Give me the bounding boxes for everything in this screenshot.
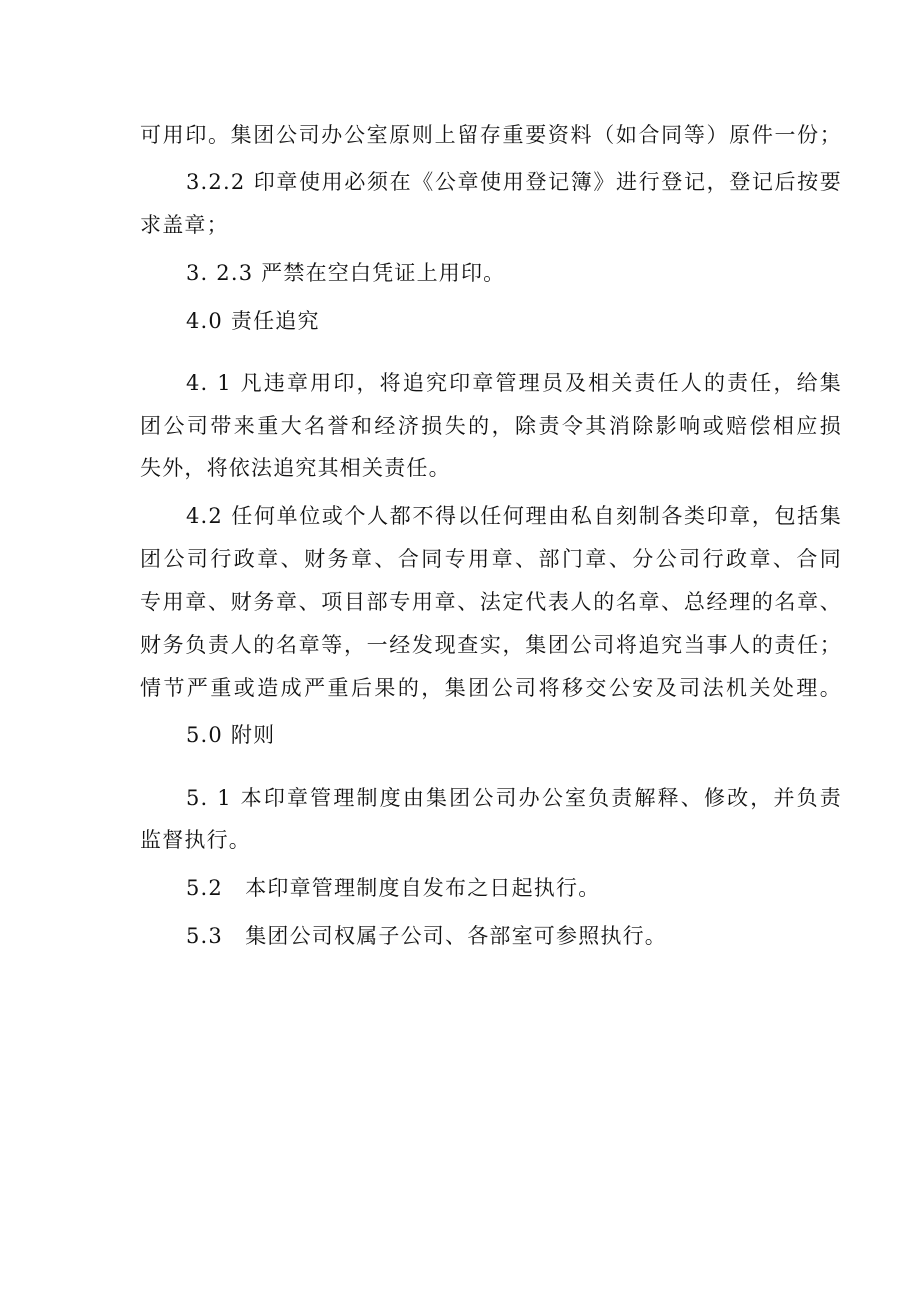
text-line: 5.2 本印章管理制度自发布之日起执行。 <box>186 876 601 900</box>
text-line: 3.2.2 印章使用必须在《公章使用登记簿》进行登记，登记后按要 <box>186 170 842 194</box>
text-line: 求盖章； <box>140 213 229 237</box>
text-line: 财务负责人的名章等，一经发现查实，集团公司将追究当事人的责任； <box>140 633 842 657</box>
text-line: 情节严重或造成严重后果的，集团公司将移交公安及司法机关处理。 <box>140 676 842 700</box>
section-heading: 4.0 责任追究 <box>186 309 320 333</box>
text-line: 专用章、财务章、项目部专用章、法定代表人的名章、总经理的名章、 <box>140 590 842 614</box>
text-line: 团公司带来重大名誉和经济损失的，除责令其消除影响或赔偿相应损 <box>140 414 842 438</box>
text-line: 5. 1 本印章管理制度由集团公司办公室负责解释、修改，并负责 <box>186 786 842 810</box>
text-line: 团公司行政章、财务章、合同专用章、部门章、分公司行政章、合同 <box>140 547 842 571</box>
text-line: 4. 1 凡违章用印，将追究印章管理员及相关责任人的责任，给集 <box>186 371 842 395</box>
text-line: 3. 2.3 严禁在空白凭证上用印。 <box>186 261 506 285</box>
section-heading: 5.0 附则 <box>186 723 276 747</box>
text-line: 5.3 集团公司权属子公司、各部室可参照执行。 <box>186 924 667 948</box>
text-line: 可用印。集团公司办公室原则上留存重要资料（如合同等）原件一份； <box>140 123 842 147</box>
text-line: 4.2 任何单位或个人都不得以任何理由私自刻制各类印章，包括集 <box>186 504 842 528</box>
text-line: 失外，将依法追究其相关责任。 <box>140 456 451 480</box>
text-line: 监督执行。 <box>140 828 251 852</box>
